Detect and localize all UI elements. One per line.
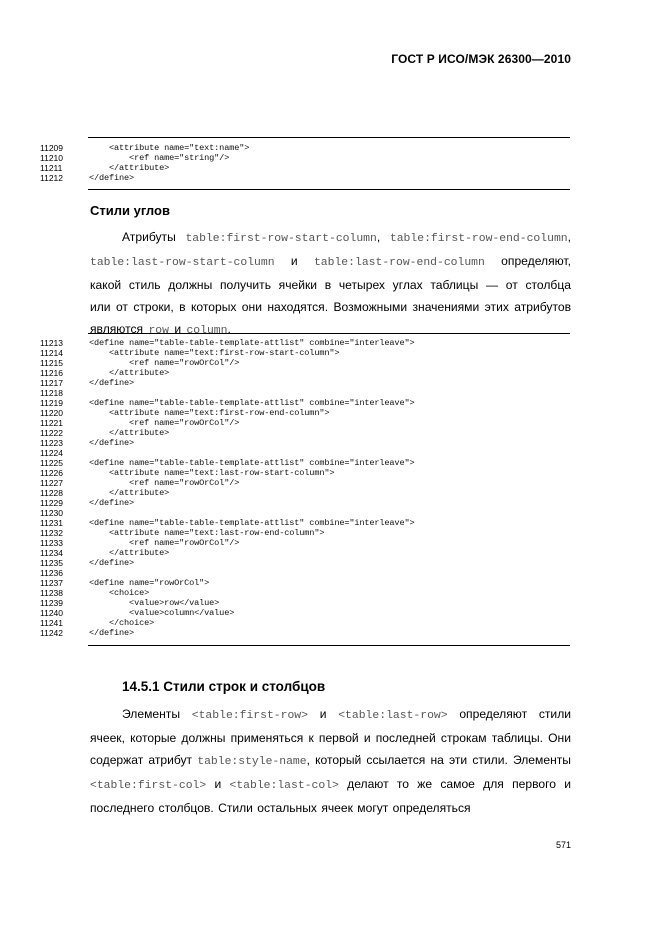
- text-run: определяют стили ячеек, которые должны применяться к первой и последней строкам таблицы. Они содержат атрибут: [90, 707, 572, 767]
- code-line: [40, 428, 570, 438]
- code-text: </define>: [89, 173, 135, 183]
- code-text: <ref name="rowOrCol"/>: [89, 478, 240, 488]
- code-text: </define>: [89, 558, 135, 568]
- text-run: и: [307, 707, 339, 721]
- line-number: 11226: [40, 468, 64, 478]
- text-run: ,: [567, 230, 571, 244]
- code-line: [40, 448, 570, 458]
- code-term: table:first-row-end-column: [389, 233, 568, 245]
- code-line: [40, 338, 570, 348]
- code-term: row: [148, 325, 169, 337]
- code-line: [40, 508, 570, 518]
- line-number: 11213: [40, 338, 64, 348]
- code-rule-bottom: [88, 645, 570, 646]
- code-term: <table:last-col>: [229, 780, 339, 792]
- line-number: 11220: [40, 408, 64, 418]
- text-run: Элементы: [122, 707, 192, 721]
- text-run: и: [168, 322, 187, 336]
- code-text: </attribute>: [89, 163, 170, 173]
- line-number: 11231: [40, 518, 64, 528]
- code-line: [40, 163, 570, 173]
- code-text: <define name="table-table-template-attlist" combine="interleave">: [89, 398, 415, 408]
- code-text: <ref name="rowOrCol"/>: [89, 358, 240, 368]
- code-text: <attribute name="text:first-row-start-column">: [89, 348, 340, 358]
- line-number: 11236: [40, 568, 64, 578]
- line-number: 11234: [40, 548, 64, 558]
- code-text: <define name="table-table-template-attlist" combine="interleave">: [89, 338, 415, 348]
- code-text: </define>: [89, 438, 135, 448]
- text-run: определяют, какой стиль должны получить ячейки в четырех углах таблицы — от столбца или от строки, в которых они находятся. Возможными значениями этих атрибутов являются: [90, 254, 571, 336]
- line-number: 11240: [40, 608, 64, 618]
- text-run: , который ссылается на эти стили. Элементы: [306, 753, 571, 767]
- text-run: и: [274, 254, 314, 268]
- code-term: <table:first-col>: [90, 780, 207, 792]
- code-line: [40, 388, 570, 398]
- line-number: 11215: [40, 358, 64, 368]
- code-line: [40, 528, 570, 538]
- code-text: <ref name="rowOrCol"/>: [89, 418, 240, 428]
- code-term: column: [186, 325, 228, 337]
- code-line: [40, 598, 570, 608]
- code-line: [40, 153, 570, 163]
- line-number: 11225: [40, 458, 64, 468]
- page-number: 571: [555, 840, 571, 850]
- code-line: [40, 418, 570, 428]
- code-line: [40, 468, 570, 478]
- line-number: 11242: [40, 628, 64, 638]
- code-line: [40, 398, 570, 408]
- text-run: и: [206, 777, 230, 791]
- subsection-title: 14.5.1 Стили строк и столбцов: [122, 679, 326, 694]
- code-text: <define name="rowOrCol">: [89, 578, 210, 588]
- code-listing-1: [40, 137, 570, 190]
- paragraph-row-column-styles: [90, 703, 571, 819]
- code-line: [40, 518, 570, 528]
- code-line: [40, 348, 570, 358]
- code-line: [40, 458, 570, 468]
- code-text: </attribute>: [89, 428, 170, 438]
- line-number: 11228: [40, 488, 64, 498]
- code-text: </define>: [89, 498, 135, 508]
- line-number: 11241: [40, 618, 64, 628]
- line-number: 11214: [40, 348, 64, 358]
- code-text: <attribute name="text:last-row-start-column">: [89, 468, 335, 478]
- code-text: <attribute name="text:last-row-end-column">: [89, 528, 325, 538]
- code-lines: [40, 143, 570, 183]
- code-lines: [40, 338, 570, 638]
- text-run: .: [227, 322, 231, 336]
- line-number: 11221: [40, 418, 64, 428]
- code-text: <value>row</value>: [89, 598, 220, 608]
- paragraph-corner-styles: [90, 226, 571, 342]
- code-rule-top: [88, 137, 570, 138]
- code-text: <attribute name="text:first-row-end-column">: [89, 408, 330, 418]
- page-header-standard: ГОСТ Р ИСО/МЭК 26300—2010: [391, 52, 571, 66]
- code-text: </attribute>: [89, 548, 170, 558]
- line-number: 11239: [40, 598, 64, 608]
- code-line: [40, 173, 570, 183]
- line-number: 11230: [40, 508, 64, 518]
- code-line: [40, 588, 570, 598]
- line-number: 11217: [40, 378, 64, 388]
- code-rule-top: [88, 333, 570, 334]
- line-number: 11223: [40, 438, 64, 448]
- code-text: </define>: [89, 378, 135, 388]
- code-line: [40, 478, 570, 488]
- code-line: [40, 408, 570, 418]
- line-number: 11211: [40, 163, 63, 173]
- code-line: [40, 143, 570, 153]
- code-text: <choice>: [89, 588, 150, 598]
- code-text: </choice>: [89, 618, 155, 628]
- code-line: [40, 368, 570, 378]
- code-line: [40, 378, 570, 388]
- code-rule-bottom: [88, 189, 570, 190]
- line-number: 11238: [40, 588, 64, 598]
- code-line: [40, 568, 570, 578]
- code-line: [40, 548, 570, 558]
- line-number: 11233: [40, 538, 64, 548]
- code-term: table:last-row-end-column: [313, 257, 485, 269]
- line-number: 11229: [40, 498, 64, 508]
- code-text: <define name="table-table-template-attlist" combine="interleave">: [89, 458, 415, 468]
- code-listing-2: [40, 333, 570, 646]
- code-line: [40, 358, 570, 368]
- line-number: 11212: [40, 173, 64, 183]
- text-run: ,: [376, 230, 390, 244]
- code-text: <attribute name="text:name">: [89, 143, 250, 153]
- code-text: <value>column</value>: [89, 608, 235, 618]
- line-number: 11219: [40, 398, 64, 408]
- code-line: [40, 628, 570, 638]
- line-number: 11222: [40, 428, 64, 438]
- code-text: <ref name="string"/>: [89, 153, 230, 163]
- code-term: <table:last-row>: [338, 710, 448, 722]
- code-term: table:first-row-start-column: [185, 233, 377, 245]
- line-number: 11210: [40, 153, 64, 163]
- line-number: 11232: [40, 528, 64, 538]
- code-line: [40, 558, 570, 568]
- code-line: [40, 488, 570, 498]
- code-line: [40, 538, 570, 548]
- code-line: [40, 438, 570, 448]
- line-number: 11237: [40, 578, 64, 588]
- text-run: Атрибуты: [122, 230, 186, 244]
- line-number: 11227: [40, 478, 64, 488]
- line-number: 11224: [40, 448, 64, 458]
- code-line: [40, 608, 570, 618]
- line-number: 11218: [40, 388, 64, 398]
- code-term: <table:first-row>: [191, 710, 308, 722]
- text-run: делают то же самое для первого и последнего столбцов. Стили остальных ячеек могут определяться: [90, 777, 571, 815]
- code-line: [40, 578, 570, 588]
- code-line: [40, 498, 570, 508]
- code-text: <define name="table-table-template-attlist" combine="interleave">: [89, 518, 415, 528]
- line-number: 11235: [40, 558, 64, 568]
- code-text: </attribute>: [89, 368, 170, 378]
- code-text: <ref name="rowOrCol"/>: [89, 538, 240, 548]
- line-number: 11216: [40, 368, 64, 378]
- code-term: table:last-row-start-column: [90, 257, 275, 269]
- code-text: </attribute>: [89, 488, 170, 498]
- line-number: 11209: [40, 143, 64, 153]
- code-term: table:style-name: [197, 756, 307, 768]
- section-title: Стили углов: [90, 203, 170, 218]
- code-text: </define>: [89, 628, 135, 638]
- code-line: [40, 618, 570, 628]
